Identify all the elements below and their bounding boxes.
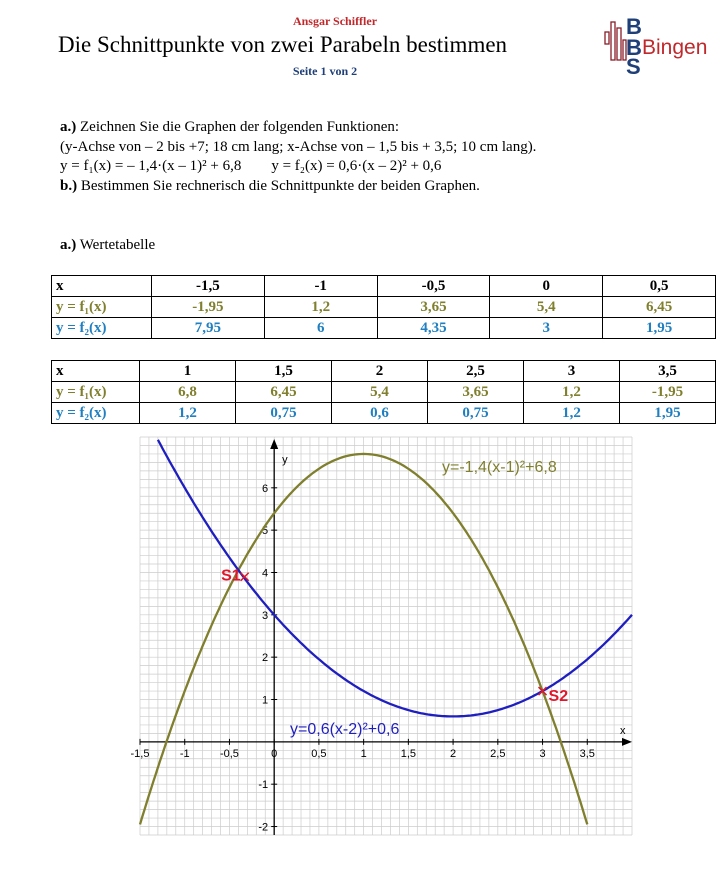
table-row: [52, 318, 716, 339]
parabola-graph: [130, 437, 632, 835]
page-number: Seite 1 von 2: [292, 64, 358, 78]
table-cell: 3: [490, 318, 603, 339]
table-row: [52, 276, 716, 297]
table-cell: 1,2: [140, 403, 236, 424]
x-tick-label: 1: [360, 747, 367, 760]
table-cell: 1,2: [524, 403, 620, 424]
table-cell: y = f₁(x): [52, 382, 140, 403]
task-f1: y = f₁(x) = – 1,4·(x – 1)² + 6,8: [60, 158, 242, 174]
y-tick-label: 2: [262, 652, 269, 665]
logo-bingen: Bingen: [642, 36, 708, 59]
table-cell: 0: [490, 276, 603, 297]
x-tick-label: 2,5: [490, 747, 506, 760]
table-row: [52, 382, 716, 403]
x-tick-label: -0,5: [219, 747, 239, 760]
table-cell: 0,5: [603, 276, 716, 297]
table-cell: 3: [524, 361, 620, 382]
task-axes-text: (y-Achse von – 2 bis +7; 18 cm lang; x-Achse von – 1,5 bis + 3,5; 10 cm lang).: [60, 138, 537, 155]
task-b-text: Bestimmen Sie rechnerisch die Schnittpunkte der beiden Graphen.: [77, 177, 480, 194]
series-label-f1: y=-1,4(x-1)²+6,8: [442, 459, 557, 476]
table-cell: y = f₂(x): [52, 318, 152, 339]
table-cell: 1,95: [620, 403, 716, 424]
task-a-label: a.): [60, 119, 77, 135]
table-cell: 1,2: [524, 382, 620, 403]
author-name: Ansgar Schiffler: [292, 14, 378, 28]
x-tick-label: -1,5: [130, 747, 150, 760]
value-table-2: [51, 360, 716, 424]
table-cell: 1,2: [264, 297, 377, 318]
y-tick-label: -2: [258, 821, 269, 834]
x-axis-label: x: [620, 724, 626, 737]
logo-letter-b2: B: [626, 35, 642, 60]
task-text: [60, 118, 536, 196]
table-cell: 6: [264, 318, 377, 339]
value-table-1: [51, 275, 716, 339]
intersection-label-s2: S2: [548, 688, 569, 706]
table-cell: 0,6: [332, 403, 428, 424]
task-b-label: b.): [60, 177, 78, 194]
table-cell: y = f₁(x): [52, 297, 152, 318]
page-title: Die Schnittpunkte von zwei Parabeln bestimmen: [58, 32, 508, 57]
task-f2: y = f₂(x) = 0,6·(x – 2)² + 0,6: [271, 158, 442, 174]
table-cell: y = f₂(x): [52, 403, 140, 424]
table-cell: -1,95: [152, 297, 265, 318]
x-tick-label: 0: [271, 747, 278, 760]
x-tick-label: 0,5: [311, 747, 327, 760]
table-cell: -0,5: [377, 276, 490, 297]
table-cell: 0,75: [236, 403, 332, 424]
x-axis-arrow: [622, 738, 632, 746]
table-cell: 1: [140, 361, 236, 382]
y-tick-label: 6: [262, 482, 269, 495]
table-cell: 1,5: [236, 361, 332, 382]
logo-letter-b1: B: [626, 14, 642, 39]
table-cell: 5,4: [332, 382, 428, 403]
y-tick-label: 1: [262, 694, 269, 707]
y-tick-label: -1: [258, 779, 269, 792]
table-cell: 3,5: [620, 361, 716, 382]
table-row: [52, 297, 716, 318]
logo-letter-s: S: [626, 54, 641, 79]
table-cell: -1,95: [620, 382, 716, 403]
table-cell: 3,65: [377, 297, 490, 318]
x-tick-label: 3: [539, 747, 546, 760]
y-tick-label: 3: [262, 609, 269, 622]
x-tick-label: -1: [179, 747, 190, 760]
table-cell: 2: [332, 361, 428, 382]
table-cell: 7,95: [152, 318, 265, 339]
table-cell: 5,4: [490, 297, 603, 318]
table-cell: x: [52, 361, 140, 382]
table-cell: 6,45: [236, 382, 332, 403]
y-axis-label: y: [282, 454, 288, 466]
table-cell: 2,5: [428, 361, 524, 382]
table-cell: 3,65: [428, 382, 524, 403]
table-cell: -1,5: [152, 276, 265, 297]
y-axis-arrow: [270, 439, 278, 449]
wertetabelle-label: a.) Wertetabelle: [60, 237, 156, 253]
table-cell: -1: [264, 276, 377, 297]
table-cell: 6,8: [140, 382, 236, 403]
y-tick-label: 4: [262, 567, 269, 580]
x-tick-label: 2: [450, 747, 457, 760]
x-tick-label: 3,5: [579, 747, 595, 760]
series-label-f2: y=0,6(x-2)²+0,6: [290, 721, 400, 738]
task-a-text: Zeichnen Sie die Graphen der folgenden Funktionen:: [76, 119, 400, 135]
table-cell: 0,75: [428, 403, 524, 424]
table-row: [52, 361, 716, 382]
table-cell: 1,95: [603, 318, 716, 339]
table-cell: 4,35: [377, 318, 490, 339]
table-cell: 6,45: [603, 297, 716, 318]
table-row: [52, 403, 716, 424]
x-tick-label: 1,5: [400, 747, 417, 760]
table-cell: x: [52, 276, 152, 297]
bbs-bingen-logo: [602, 14, 714, 79]
intersection-label-s1: S1: [221, 567, 241, 585]
y-tick-label: 5: [262, 525, 269, 538]
